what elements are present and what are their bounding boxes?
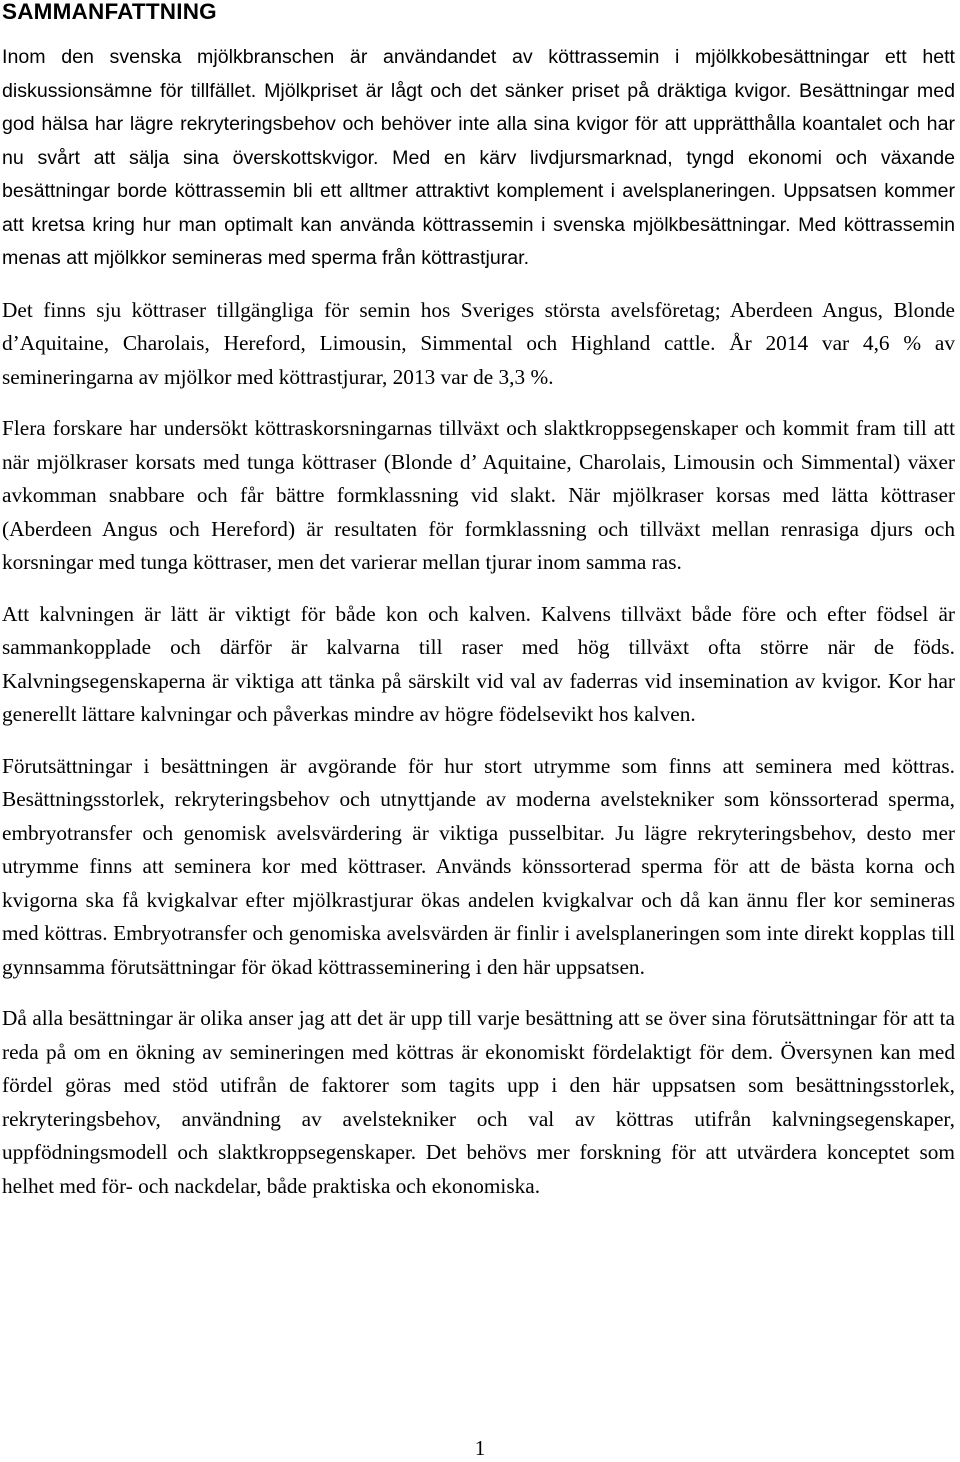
paragraph-intro: Inom den svenska mjölkbranschen är användandet av köttrassemin i mjölkkobesättningar ett hett diskussionsämne för tillfället. Mjölkpriset är lågt och det sänker priset på dräktiga kvigor. Besättningar med god hälsa har lägre rekryteringsbehov och behöver inte alla sina kvigor för att upprätthålla koantalet och har nu svårt att sälja sina överskottskvigor. Med en kärv livdjursmarknad, tyngd ekonomi och växande besättningar borde köttrassemin bli ett alltmer attraktivt komplement i avelsplaneringen. Uppsatsen kommer att kretsa kring hur man optimalt kan använda köttrassemin i svenska mjölkbesättningar. Med köttrassemin menas att mjölkkor semineras med sperma från köttrastjurar. [2,46,955,269]
page-number: 1 [474,1436,486,1460]
paragraph-research: Flera forskare har undersökt köttraskorsningarnas tillväxt och slaktkroppsegenskaper och kommit fram till att när mjölkraser korsats med tunga köttraser (Blonde d’ Aquitaine, Charolais, Limousin och Simmental) växer avkomman snabbare och får bättre formklassning vid slakt. När mjölkraser korsas med lätta köttraser (Aberdeen Angus och Hereford) är resultaten för formklassning och tillväxt mellan renrasiga djurs och korsningar med tunga köttraser, men det varierar mellan tjurar inom samma ras. [2,416,955,574]
section-heading: SAMMANFATTNING [2,0,217,24]
paragraph-herd-conditions: Förutsättningar i besättningen är avgörande för hur stort utrymme som finns att seminera med köttras. Besättningsstorlek, rekryteringsbehov och utnyttjande av moderna avelstekniker som könssorterad sperma, embryotransfer och genomisk avelsvärdering är viktiga pusselbitar. Ju lägre rekryteringsbehov, desto mer utrymme finns att seminera kor med köttraser. Används könssorterad sperma för att de bästa korna och kvigorna ska få kvigkalvar efter mjölkrastjurar ökas andelen kvigkalvar och då kan ännu fler kor semineras med köttras. Embryotransfer och genomiska avelsvärden är finlir i avelsplaneringen som inte direkt kopplas till gynnsamma förutsättningar för ökad köttrasseminering i den här uppsatsen. [2,753,955,979]
summary-body [2,41,955,1221]
paragraph-calving: Att kalvningen är lätt är viktigt för både kon och kalven. Kalvens tillväxt både före och efter födsel är sammankopplade och därför är kalvarna till raser med hög tillväxt ofta större när de föds. Kalvningsegenskaperna är viktiga att tänka på särskilt vid val av faderras vid insemination av kvigor. Kor har generellt lättare kalvningar och påverkas mindre av högre födelsevikt hos kalven. [2,601,955,726]
paragraph-breeds: Det finns sju köttraser tillgängliga för semin hos Sveriges största avelsföretag; Aberdeen Angus, Blonde d’Aquitaine, Charolais, Hereford, Limousin, Simmental och Highland cattle. År 2014 var 4,6 % av semineringarna av mjölkor med köttrastjurar, 2013 var de 3,3 %. [2,297,955,389]
paragraph-conclusion: Då alla besättningar är olika anser jag att det är upp till varje besättning att se över sina förutsättningar för att ta reda på om en ökning av semineringen med köttras är ekonomiskt fördelaktigt för dem. Översynen kan med fördel göras med stöd utifrån de faktorer som tagits upp i den här uppsatsen som besättningsstorlek, rekryteringsbehov, användning av avelstekniker och val av köttras utifrån kalvningsegenskaper, uppfödningsmodell och slaktkroppsegenskaper. Det behövs mer forskning för att utvärdera konceptet som helhet med för- och nackdelar, både praktiska och ekonomiska. [2,1006,955,1198]
